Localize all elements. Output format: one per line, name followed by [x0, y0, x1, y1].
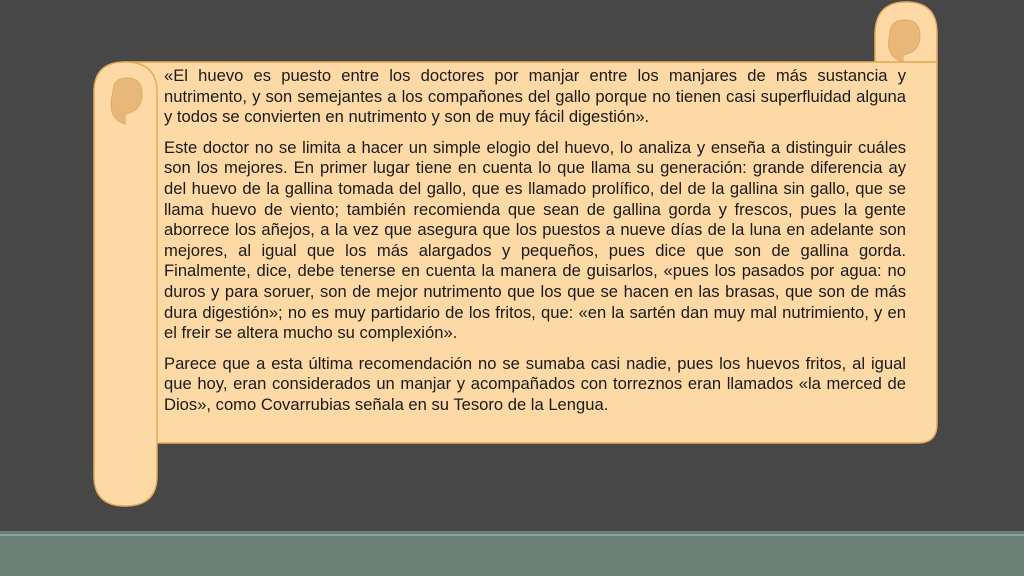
- paragraph-quote: «El huevo es puesto entre los doctores por manjar entre los manjares de más sustancia y nutrimento, y son semejantes a los compañones del gallo porque no tienen casi superfluidad alguna y todos se convierten en nutrimento y son de muy fácil digestión».: [164, 66, 906, 127]
- scroll-left-roll: [94, 62, 157, 506]
- paragraph-conclusion: Parece que a esta última recomendación no se sumaba casi nadie, pues los huevos fritos, al igual que hoy, eran considerados un manjar y acompañados con torreznos eran llamados «la merced de Dios», como Covarrubias señala en su Tesoro de la Lengua.: [164, 353, 906, 414]
- scroll-text: [164, 66, 906, 426]
- paragraph-analysis: Este doctor no se limita a hacer un simple elogio del huevo, lo analiza y enseña a distinguir cuáles son los mejores. En primer lugar tiene en cuenta lo que llama su generación: grande diferencia ay del huevo de la gallina tomada del gallo, que es llamado prolífico, del de la gallina sin gallo, que se llama huevo de viento; también recomienda que sean de gallina gorda y frescos, pues la gente aborrece los añejos, a la vez que asegura que los puestos a nueve días de la luna en adelante son mejores, al igual que los más alargados y pequeños, pues dice que son de gallina gorda. Finalmente, dice, debe tenerse en cuenta la manera de guisarlos, «pues los pasados por agua: no duros y para soruer, son de mejor nutrimento que los que se hacen en las brasas, que son de más dura digestión»; no es muy partidario de los fritos, que: «en la sartén dan muy mal nutrimiento, y en el freir se altera mucho su complexión».: [164, 137, 906, 343]
